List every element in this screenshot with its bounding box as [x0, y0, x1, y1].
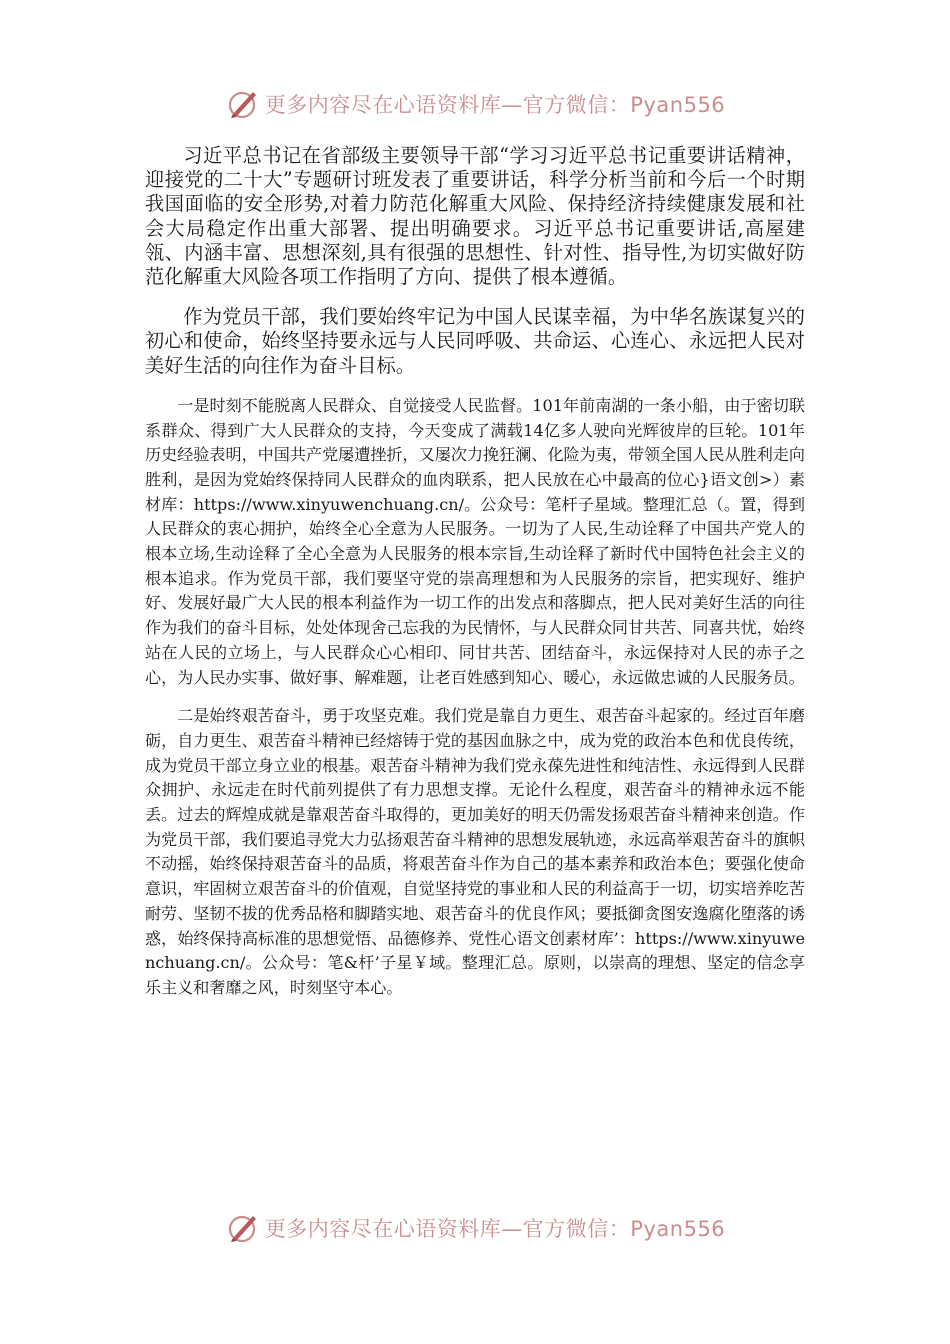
paragraph-point-two: 二是始终艰苦奋斗，勇于攻坚克难。我们党是靠自力更生、艰苦奋斗起家的。经过百年磨砺，自力更生、艰苦奋斗精神已经熔铸于党的基因血脉之中，成为党的政治本色和优良传统，成为党员干部立身立业的根基。艰苦奋斗精神为我们党永葆先进性和纯洁性、永远得到人民群众拥护、永远走在时代前列提供了有力思想支撑。无论什么程度，艰苦奋斗的精神永远不能丢。过去的辉煌成就是靠艰苦奋斗取得的，更加美好的明天仍需发扬艰苦奋斗精神来创造。作为党员干部，我们要追寻党大力弘扬艰苦奋斗精神的思想发展轨迹，永远高举艰苦奋斗的旗帜不动摇，始终保持艰苦奋斗的品质，将艰苦奋斗作为自己的基本素养和政治本色；要强化使命意识，牢固树立艰苦奋斗的价值观，自觉坚持党的事业和人民的利益高于一切，切实培养吃苦耐劳、坚韧不拔的优秀品格和脚踏实地、艰苦奋斗的优良作风；要抵御贪图安逸腐化堕落的诱惑，始终保持高标准的思想觉悟、品德修养、党性心语文创素材库’：https://www.xinyuwenchuang.cn/。公众号：笔&杆’子星￥域。整理汇总。原则，以崇高的理想、坚定的信念享乐主义和奢靡之风，时刻坚守本心。 [145, 706, 805, 997]
paragraph-mission: 作为党员干部，我们要始终牢记为中国人民谋幸福，为中华名族谋复兴的初心和使命，始终坚持要永远与人民同呼吸、共命运、心连心、永远把人民对美好生活的向往作为奋斗目标。 [145, 305, 805, 377]
header-banner-text: 更多内容尽在心语资料库—官方微信：Pyan556 [264, 93, 726, 117]
paragraph-point-one: 一是时刻不能脱离人民群众、自觉接受人民监督。101年前南湖的一条小船，由于密切联系群众、得到广大人民群众的支持，今天变成了满载14亿多人驶向光辉彼岸的巨轮。101年历史经验表明，中国共产党屡遭挫折，又屡次力挽狂澜、化险为夷，带领全国人民从胜利走向胜利，是因为党始终保持同人民群众的血肉联系，把人民放在心中最高的位心}语文创>）素材库：https://www.xinyuwenchuang.cn/。公众号：笔杆子星域。整理汇总（。置，得到人民群众的衷心拥护，始终全心全意为人民服务。一切为了人民,生动诠释了中国共产党人的根本立场,生动诠释了全心全意为人民服务的根本宗旨,生动诠释了新时代中国特色社会主义的根本追求。作为党员干部，我们要坚守党的崇高理想和为人民服务的宗旨，把实现好、维护好、发展好最广大人民的根本利益作为一切工作的出发点和落脚点，把人民对美好生活的向往作为我们的奋斗目标，处处体现舍己忘我的为民情怀，与人民群众同甘共苦、同喜共忧，始终站在人民的立场上，与人民群众心心相印、同甘共苦、团结奋斗，永远保持对人民的赤子之心，为人民办实事、做好事、解难题，让老百姓感到知心、暖心，永远做忠诚的人民服务员。 [145, 395, 805, 687]
pen-circle-icon [225, 1210, 261, 1246]
pen-circle-icon [225, 86, 261, 122]
article-body [145, 144, 805, 1015]
header-banner [0, 84, 950, 124]
footer-banner [0, 1208, 950, 1248]
footer-banner-text: 更多内容尽在心语资料库—官方微信：Pyan556 [264, 1217, 726, 1241]
paragraph-intro: 习近平总书记在省部级主要领导干部“学习习近平总书记重要讲话精神，迎接党的二十大”专题研讨班发表了重要讲话，科学分析当前和今后一个时期我国面临的安全形势,对着力防范化解重大风险、保持经济持续健康发展和社会大局稳定作出重大部署、提出明确要求。习近平总书记重要讲话,高屋建瓴、内涵丰富、思想深刻,具有很强的思想性、针对性、指导性,为切实做好防范化解重大风险各项工作指明了方向、提供了根本遵循。 [145, 144, 805, 289]
